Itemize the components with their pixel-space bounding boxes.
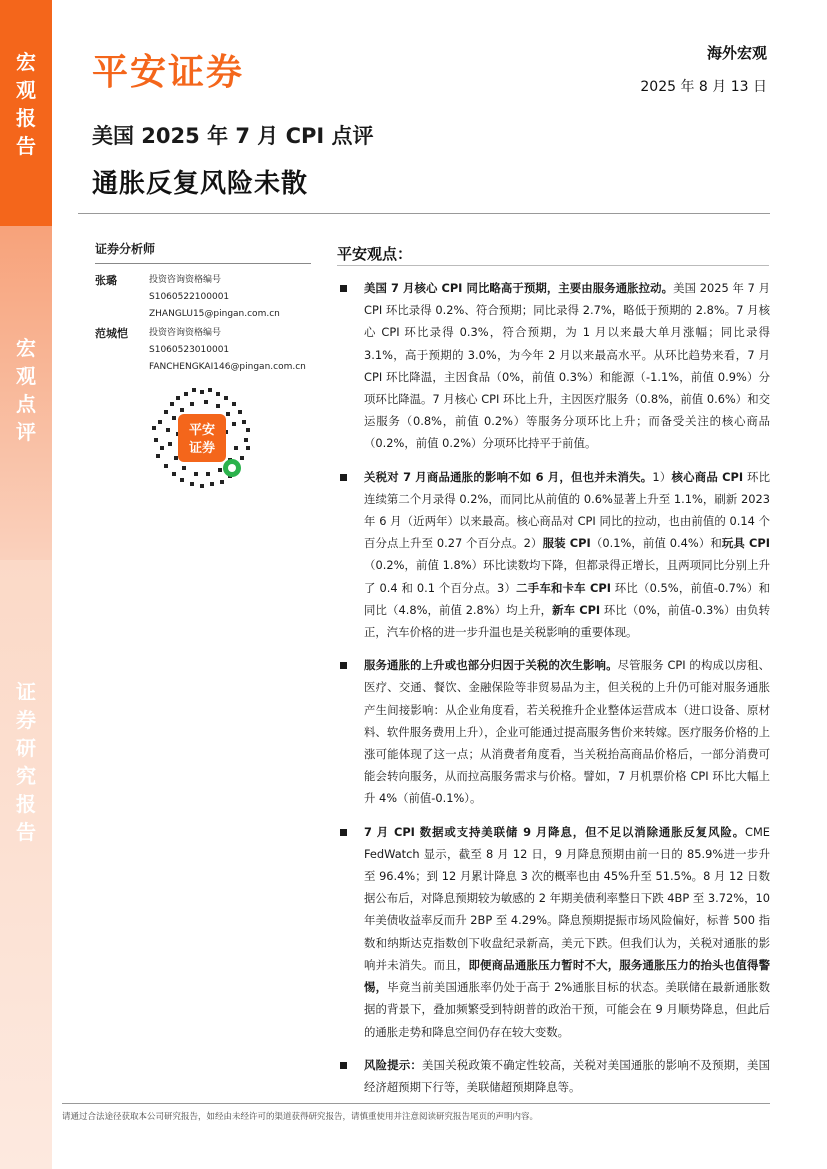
- analyst-panel: [95, 240, 311, 376]
- side-label-research-report: 证 券 研 究 报 告: [0, 560, 52, 1169]
- header-divider: [78, 213, 770, 214]
- bullet-text: CME FedWatch 显示，截至 8 月 12 日，9 月降息预期由前一日的 85.9%进一步升至 96.4%；到 12 月累计降息 3 次的概率也由 45%升至 51.5%。8 月 12 日数据公布后，对降息预期较为敏感的 2 年期美债利率整日下跌 4BP 至 3.72%，10 年美债收益率反而升 2BP 至 4.29%。降息预期提振市场风险偏好，标普 500 指数和纳斯达克指数创下收盘纪录新高，美元下跌。但我们认为，关税对通胀的影响并未消失。而且，: [364, 824, 770, 972]
- bullet-text: 毕竟当前美国通胀率仍处于高于 2%通胀目标的状态。美联储在最新通胀数据的背景下，叠加频繁受到特朗普的政治干预，可能会在 9 月顺势降息，但此后的通胀走势和降息空间仍存在较大变数。: [364, 980, 770, 1039]
- bullet-emphasis: 风险提示：: [364, 1057, 423, 1072]
- bullet-emphasis: 服装 CPI: [542, 536, 591, 551]
- analyst-license-label: 投资咨询资格编号: [149, 275, 222, 285]
- report-subtitle: 通胀反复风险未散: [92, 169, 309, 199]
- bullet-emphasis: 即便商品通胀压力暂时不大，服务通胀压力的抬头也值得警惕，: [364, 957, 770, 995]
- bullet-emphasis: 玩具 CPI: [721, 536, 770, 551]
- analyst-heading: 证券分析师: [95, 240, 311, 264]
- view-bullet: [338, 1054, 770, 1098]
- bullet-emphasis: 7 月 CPI 数据或支持美联储 9 月降息，但不足以消除通胀反复风险。: [364, 824, 746, 839]
- bullet-text: 尽管服务 CPI 的构成以房租、医疗、交通、餐饮、金融保险等非贸易品为主，但关税的上升仍可能对服务通胀产生间接影响：从企业角度看，若关税推升企业整体运营成本（进口设备、原材料、软件服务费用上升），企业可能通过提高服务售价来转嫁。医疗服务价格的上涨可能体现了这一点；从消费者角度看，当关税抬高商品价格后，一部分消费可能会转向服务，从而拉高服务需求与价格。譬如，7 月机票价格 CPI 环比大幅上升 4%（前值-0.1%）。: [364, 658, 770, 806]
- view-bullet: [338, 654, 770, 809]
- analyst-name: 张璐: [95, 274, 117, 287]
- analyst-info: [149, 272, 280, 323]
- qr-code[interactable]: [150, 386, 254, 490]
- analyst-info: [149, 325, 306, 376]
- view-heading: 平安观点：: [337, 245, 413, 263]
- qr-logo-text-1: 平安: [188, 423, 216, 438]
- side-band: [0, 0, 52, 1169]
- report-category: 海外宏观: [706, 44, 767, 62]
- side-label-macro-report: 宏 观 报 告: [0, 0, 52, 226]
- analyst-name: 范城恺: [95, 327, 128, 340]
- footer-disclaimer: 请通过合法途径获取本公司研究报告，如经由未经许可的渠道获得研究报告，请慎重使用并注意阅读研究报告尾页的声明内容。: [62, 1112, 539, 1122]
- report-title: 美国 2025 年 7 月 CPI 点评: [92, 124, 374, 148]
- bullet-emphasis: 核心商品 CPI: [671, 469, 744, 484]
- view-divider: [337, 265, 769, 266]
- analyst-card: [95, 272, 311, 323]
- logo-text: 平安证券: [92, 52, 245, 93]
- bullet-text: 环比（0%，前值-0.3%）由负转正，汽车价格的进一步升温也是关税影响的重要体现。: [364, 602, 770, 640]
- bullet-emphasis: 关税对 7 月商品通胀的影响不如 6 月，但也并未消失。: [364, 469, 653, 484]
- view-bullet: [338, 277, 770, 455]
- footer-divider: [62, 1103, 770, 1104]
- bullet-text: 美国关税政策不确定性较高，关税对美国通胀的影响不及预期，美国经济超预期下行等，美联储超预期降息等。: [364, 1057, 770, 1094]
- bullet-emphasis: 服务通胀的上升或也部分归因于关税的次生影响。: [364, 658, 618, 673]
- side-label-macro-review: 宏 观 点 评: [0, 226, 52, 560]
- view-bullet: [338, 466, 770, 644]
- bullet-text: （0.2%，前值 1.8%）环比读数均下降，但都录得正增长，且两项同比分别上升了 0.4 和 0.1 个百分点。3）: [364, 558, 770, 595]
- bullet-emphasis: 二手车和卡车 CPI: [516, 580, 611, 595]
- bullet-text: 环比（0.5%，前值-0.7%）和同比（4.8%，前值 2.8%）均上升，: [364, 580, 770, 617]
- analyst-email[interactable]: FANCHENGKAI146@pingan.com.cn: [149, 362, 306, 372]
- analyst-card: [95, 325, 311, 376]
- view-bullet: [338, 821, 770, 1043]
- bullet-text: 环比连续第二个月录得 0.2%，而同比从前值的 0.6%显著上升至 1.1%，刷新 2023 年 6 月（近两年）以来最高。核心商品对 CPI 同比的拉动，也由前值的 0.14 个百分点上升至 0.27 个百分点。2）: [364, 469, 770, 551]
- header-meta: [640, 42, 767, 96]
- qr-logo-text-2: 证券: [188, 441, 216, 456]
- analyst-license-id: S1060522100001: [149, 292, 230, 302]
- analyst-license-label: 投资咨询资格编号: [149, 328, 222, 338]
- company-logo: [92, 44, 244, 95]
- bullet-text: 1）: [652, 469, 672, 484]
- view-content: [338, 277, 770, 1109]
- analyst-license-id: S1060523010001: [149, 345, 230, 355]
- report-date: 2025 年 8 月 13 日: [640, 79, 767, 95]
- bullet-text: 美国 2025 年 7 月 CPI 环比录得 0.2%、符合预期；同比录得 2.7%，略低于预期的 2.8%。7 月核心 CPI 环比录得 0.3%，符合预期，为 1 月以来最大单月涨幅；同比录得 3.1%，高于预期的 3.0%，为今年 2 月以来最高水平。从环比趋势来看，7 月 CPI 环比降温，主因食品（0%，前值 0.3%）和能源（-1.1%，前值 0.9%）分项环比降温。7 月核心 CPI 环比上升，主因医疗服务（0.8%，前值 0.6%）和交运服务（0.8%，前值 0.2%）等服务分项环比上升；而备受关注的核心商品（0.2%，前值 0.2%）分项环比持平于前值。: [364, 281, 770, 451]
- analyst-email[interactable]: ZHANGLU15@pingan.com.cn: [149, 309, 280, 319]
- bullet-text: （0.1%，前值 0.4%）和: [590, 536, 722, 551]
- bullet-emphasis: 美国 7 月核心 CPI 同比略高于预期，主要由服务通胀拉动。: [364, 281, 674, 295]
- bullet-emphasis: 新车 CPI: [552, 602, 601, 617]
